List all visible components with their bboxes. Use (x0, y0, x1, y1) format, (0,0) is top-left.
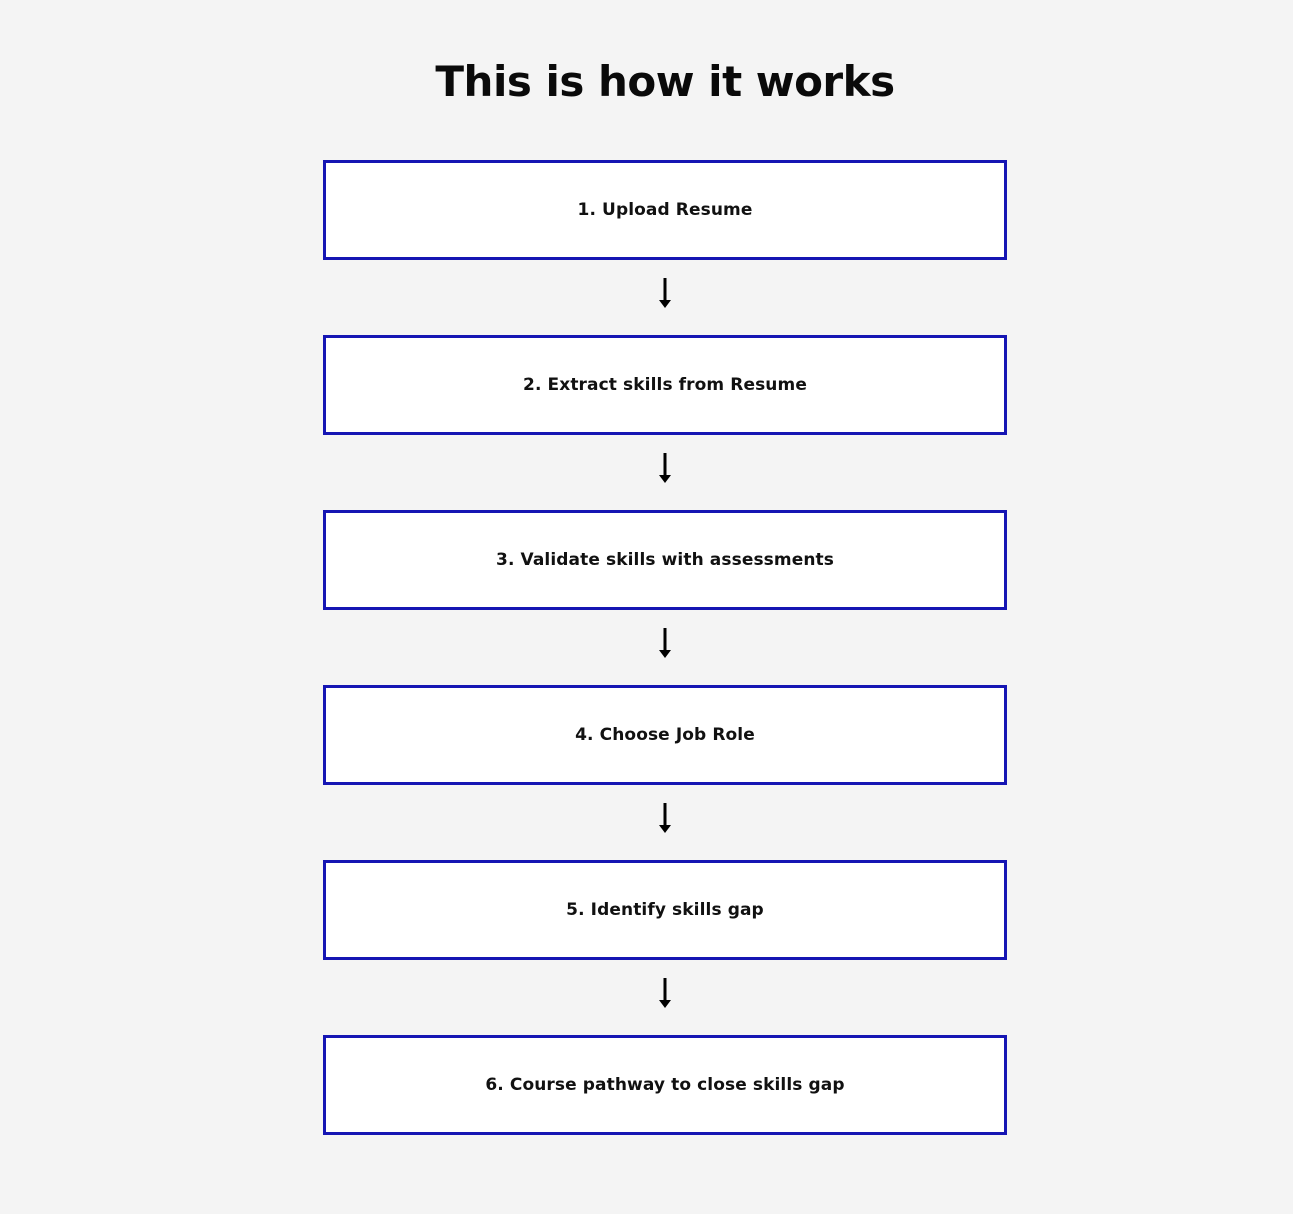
step-label: 6. Course pathway to close skills gap (485, 1075, 845, 1095)
flow-arrow (323, 785, 1007, 860)
step-box-course-pathway (323, 1035, 1007, 1135)
step-label: 1. Upload Resume (577, 200, 753, 220)
flow-arrow (323, 960, 1007, 1035)
step-box-choose-job-role (323, 685, 1007, 785)
step-label: 5. Identify skills gap (566, 900, 764, 920)
step-label: 2. Extract skills from Resume (523, 375, 807, 395)
flow-arrow (323, 610, 1007, 685)
step-box-validate-skills (323, 510, 1007, 610)
flow-arrow (323, 435, 1007, 510)
step-label: 4. Choose Job Role (575, 725, 755, 745)
step-box-extract-skills (323, 335, 1007, 435)
flow-arrow (323, 260, 1007, 335)
step-box-upload-resume (323, 160, 1007, 260)
down-arrow-icon (658, 628, 672, 660)
down-arrow-icon (658, 803, 672, 835)
step-box-identify-skills-gap (323, 860, 1007, 960)
down-arrow-icon (658, 978, 672, 1010)
down-arrow-icon (658, 453, 672, 485)
step-label: 3. Validate skills with assessments (496, 550, 834, 570)
steps-flow (323, 160, 1007, 1135)
page-title: This is how it works (435, 57, 895, 106)
down-arrow-icon (658, 278, 672, 310)
